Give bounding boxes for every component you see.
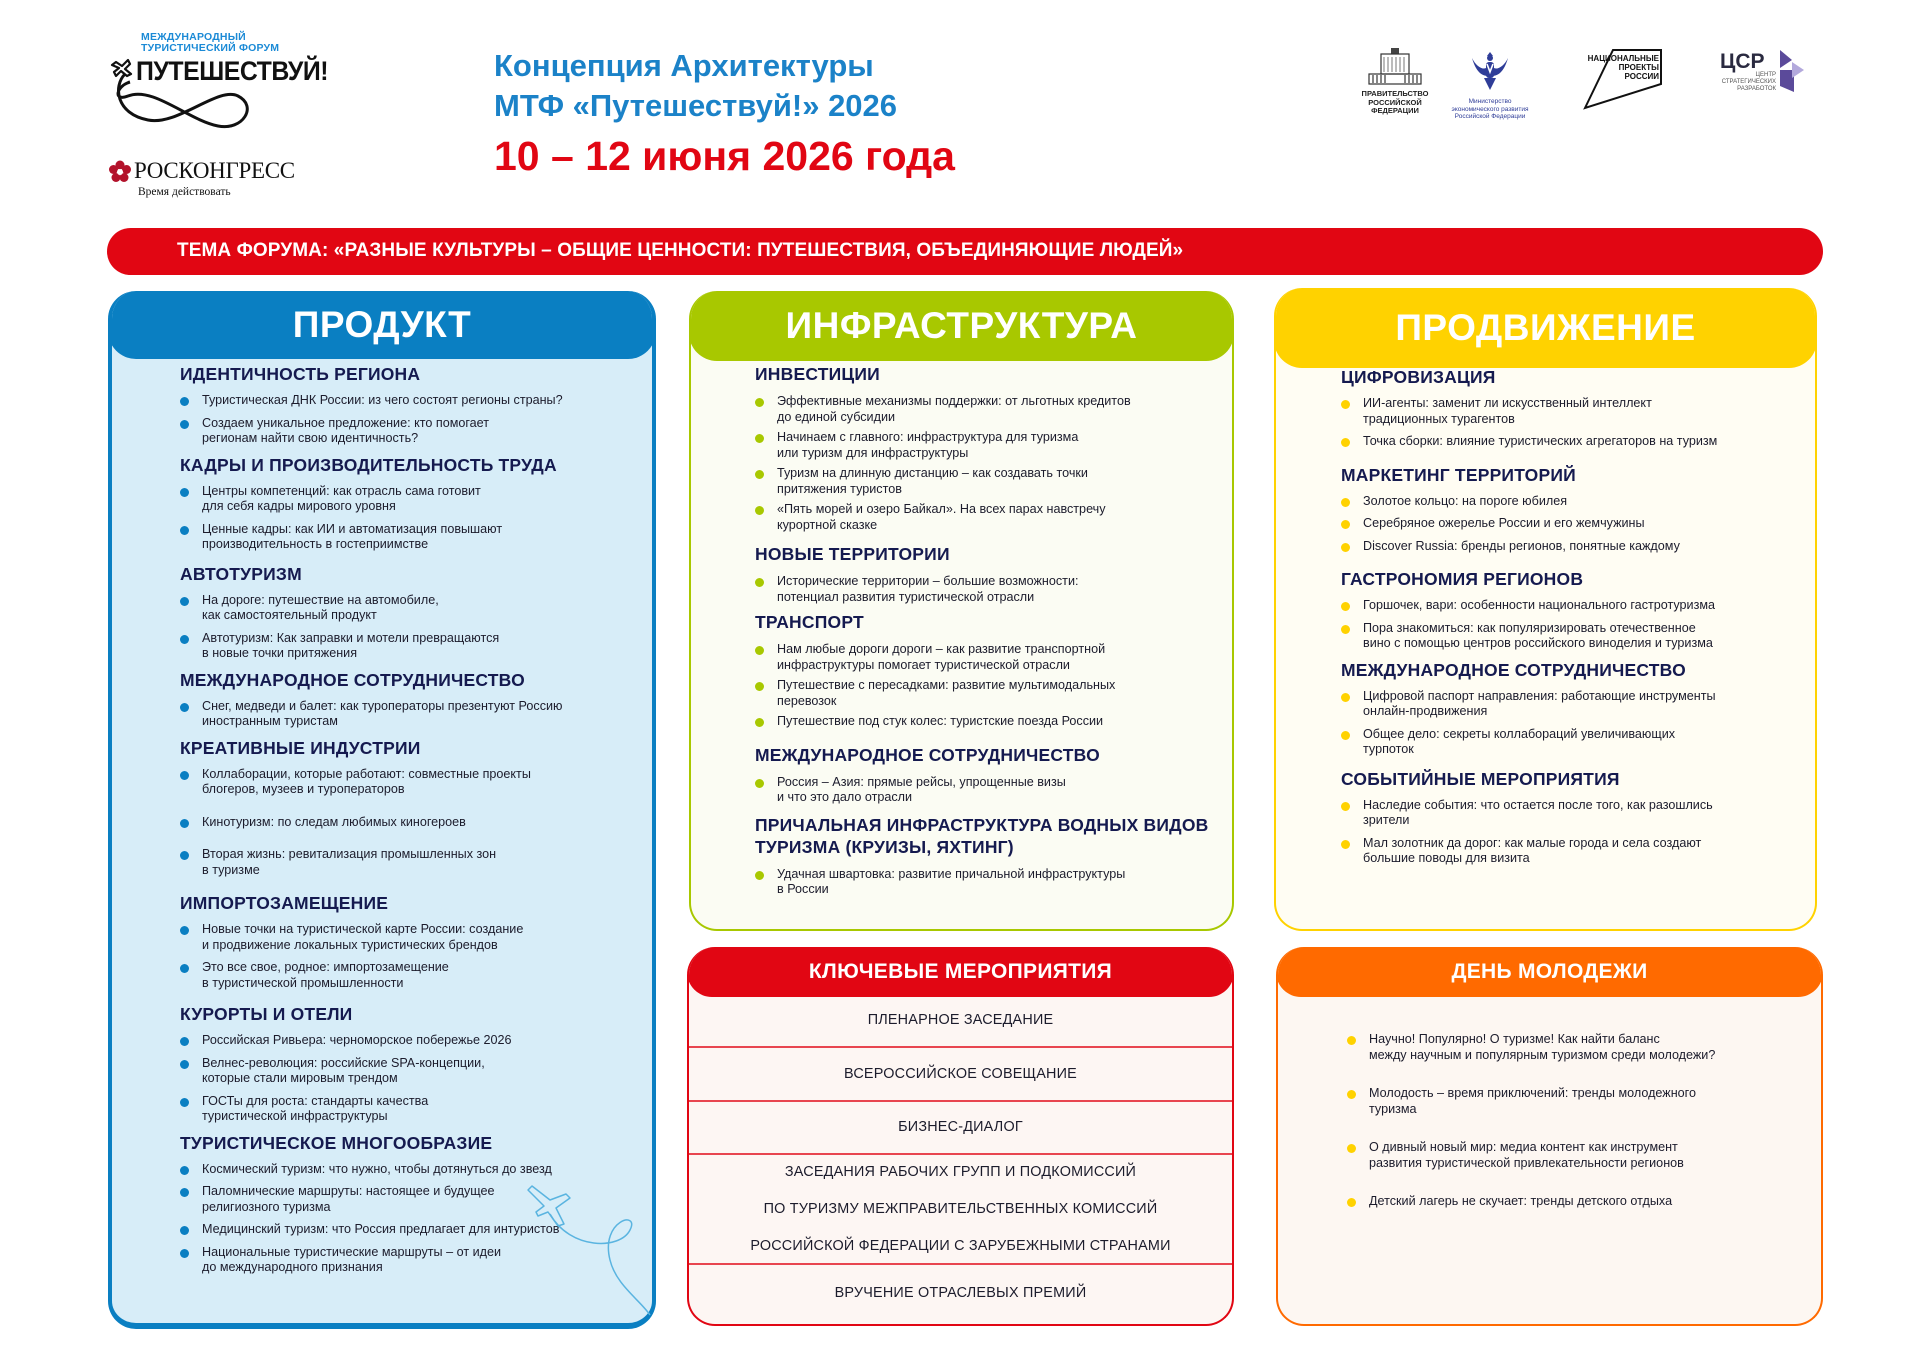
list-item-text: иностранным туристам [202,714,338,728]
list-item [1341,539,1801,555]
list-item-text: притяжения туристов [777,481,902,496]
bullet-dot-icon [1341,400,1350,409]
section-title: ИДЕНТИЧНОСТЬ РЕГИОНА [180,364,421,384]
list-item-text: блогеров, музеев и туроператоров [202,782,405,796]
section [180,892,634,991]
forum-logo-line2: ТУРИСТИЧЕСКИЙ ФОРУМ [141,42,280,54]
promotion-sections [1341,366,1801,874]
list-item-text: Российская Ривьера: черноморское побережье 2026 [202,1033,512,1047]
section-items [180,593,634,662]
promotion-column [1274,288,1817,931]
list-item [180,767,634,798]
list-item [1341,494,1801,510]
section [180,737,634,879]
bullet-dot-icon [755,682,764,691]
section [1341,568,1801,652]
list-item-text: Это все свое, родное: импортозамещение [202,960,449,974]
list-item [1341,689,1801,720]
key-events-list [687,995,1234,1322]
product-title: ПРОДУКТ [292,304,472,345]
list-item-text: инфраструктуры помогает туристической отрасли [777,657,1070,672]
list-item-text: Путешествие под стук колес: туристские поезда России [777,714,1104,728]
list-item [1341,598,1801,614]
government-logo-caption [1350,90,1440,116]
list-item-text: Начинаем с главного: инфраструктура для туризма [777,430,1079,444]
bullet-dot-icon [755,578,764,587]
youth-day-header [1276,947,1823,997]
infrastructure-column [689,291,1234,931]
bullet-dot-icon [1341,438,1350,447]
key-event-label: ПЛЕНАРНОЕ ЗАСЕДАНИЕ [867,1012,1054,1028]
list-item [1341,396,1801,427]
section [180,1003,634,1125]
list-item-text: Молодость – время приключений: тренды молодежного [1369,1086,1696,1100]
caption-line: Министерство [1468,98,1512,105]
list-item [755,642,1218,673]
ministry-logo-caption [1440,98,1540,121]
list-item [180,922,634,953]
list-item-text: Автотуризм: Как заправки и мотели превращаются [202,630,500,645]
section-items [180,1033,634,1125]
youth-day-list [1347,1032,1801,1210]
promotion-header [1274,288,1817,368]
page-title-line1: Концепция Архитектуры [494,48,874,83]
bullet-dot-icon [180,771,189,780]
list-item [755,867,1218,898]
bullet-dot-icon [1341,693,1350,702]
bullet-dot-icon [1347,1090,1356,1099]
bullet-dot-icon [1341,731,1350,740]
bullet-dot-icon [180,819,189,828]
key-event-label: РОССИЙСКОЙ ФЕДЕРАЦИИ С ЗАРУБЕЖНЫМИ СТРАНАМИ [750,1237,1171,1254]
section-title: ЦИФРОВИЗАЦИЯ [1341,367,1496,387]
bullet-dot-icon [180,926,189,935]
section-title: ИМПОРТОЗАМЕЩЕНИЕ [180,893,389,913]
list-item-text: Медицинский туризм: что Россия предлагает для интуристов [202,1222,560,1236]
product-sections [180,363,634,1283]
bullet-dot-icon [180,488,189,497]
roscongress-flower-icon [108,160,132,184]
list-item-text: в туризме [202,862,260,877]
section-items [180,699,634,730]
list-item-text: Туризм на длинную дистанцию – как создавать точки [777,466,1088,480]
list-item [180,1162,634,1178]
section-items [755,394,1218,533]
list-item [1341,798,1801,829]
bullet-dot-icon [180,1188,189,1197]
bullet-dot-icon [1347,1144,1356,1153]
list-item-text: турпоток [1363,742,1414,756]
section [755,814,1218,898]
section-title: НОВЫЕ ТЕРРИТОРИИ [755,544,950,564]
section [755,611,1218,730]
list-item [755,775,1218,806]
key-event-label: БИЗНЕС-ДИАЛОГ [898,1119,1023,1135]
list-item [180,1056,634,1087]
list-item [1347,1194,1801,1210]
bullet-dot-icon [755,646,764,655]
section [1341,464,1801,555]
list-item-text: Паломнические маршруты: настоящее и будущее [202,1184,495,1198]
forum-theme-text: ТЕМА ФОРУМА: «РАЗНЫЕ КУЛЬТУРЫ – ОБЩИЕ ЦЕННОСТИ: ПУТЕШЕСТВИЯ, ОБЪЕДИНЯЮЩИЕ ЛЮДЕЙ» [177,240,1184,261]
list-item-text: Ценные кадры: как ИИ и автоматизация повышают [202,521,503,536]
list-item-text: большие поводы для визита [1363,851,1530,865]
list-item [755,394,1218,425]
list-item-text: Кинотуризм: по следам любимых киногероев [202,814,466,829]
section-items [1341,798,1801,867]
list-item-text: Нам любые дороги дороги – как развитие транспортной [777,642,1106,656]
bullet-dot-icon [1347,1198,1356,1207]
bullet-dot-icon [180,526,189,535]
list-item-text: религиозного туризма [202,1199,331,1214]
svg-text:ЦЕНТР: ЦЕНТР [1755,72,1776,78]
list-item-text: Туристическая ДНК России: из чего состоят регионы страны? [202,393,563,407]
list-item-text: между научным и популярным туризмом среди молодежи? [1369,1047,1716,1062]
caption-line: экономического развития [1451,105,1529,113]
bullet-dot-icon [1341,625,1350,634]
bullet-dot-icon [1341,543,1350,552]
section-items [1341,689,1801,758]
bullet-dot-icon [180,964,189,973]
section-title: МАРКЕТИНГ ТЕРРИТОРИЙ [1341,464,1576,485]
key-event-label: ПО ТУРИЗМУ МЕЖПРАВИТЕЛЬСТВЕННЫХ КОМИССИЙ [763,1200,1158,1217]
list-item-text: до единой субсидии [777,409,896,424]
list-item [180,522,634,553]
bullet-dot-icon [180,1060,189,1069]
roscongress-tagline: Время действовать [138,186,231,198]
infrastructure-sections [755,363,1218,903]
bullet-dot-icon [755,779,764,788]
double-eagle-icon [1468,46,1512,94]
section-title: КУРОРТЫ И ОТЕЛИ [180,1004,353,1024]
section-items [180,393,634,447]
key-events-title: КЛЮЧЕВЫЕ МЕРОПРИЯТИЯ [808,960,1113,983]
list-item-text: ИИ-агенты: заменит ли искусственный интеллект [1363,396,1652,410]
section [755,543,1218,605]
key-event-row [687,1048,1234,1102]
list-item [1341,516,1801,532]
ministry-logo [1440,46,1540,121]
bullet-dot-icon [180,597,189,606]
section [180,669,634,730]
section-items [1341,598,1801,652]
forum-logo-line1: МЕЖДУНАРОДНЫЙ [141,31,246,43]
key-event-row [687,995,1234,1048]
list-item [180,631,634,662]
bullet-dot-icon [1347,1036,1356,1045]
bullet-dot-icon [180,420,189,429]
list-item-text: как самостоятельный продукт [202,608,377,622]
section-title: КАДРЫ И ПРОИЗВОДИТЕЛЬНОСТЬ ТРУДА [180,454,557,475]
list-item-text: Эффективные механизмы поддержки: от льготных кредитов [777,394,1131,408]
list-item-text: Детский лагерь не скучает: тренды детского отдыха [1369,1194,1673,1208]
list-item-text: или туризм для инфраструктуры [777,445,969,460]
list-item-text: туристической инфраструктуры [202,1109,388,1123]
list-item [180,1094,634,1125]
list-item-text: регионам найти свою идентичность? [202,431,419,445]
list-item [1347,1032,1801,1063]
list-item-text: На дороге: путешествие на автомобиле, [202,592,439,607]
key-events-panel [687,947,1234,1326]
caption-line: ПРАВИТЕЛЬСТВО [1361,89,1429,98]
list-item-text: Исторические территории – большие возможности: [777,574,1079,588]
list-item [1341,727,1801,758]
svg-text:РОССИИ: РОССИИ [1624,72,1659,81]
section-title: ТУРИСТИЧЕСКОЕ МНОГООБРАЗИЕ [180,1132,493,1153]
youth-day-panel [1276,947,1823,1326]
section [1341,659,1801,758]
list-item [1341,836,1801,867]
list-item [180,847,634,878]
section [755,744,1218,806]
list-item-text: Пора знакомиться: как популяризировать отечественное [1363,620,1696,635]
list-item [755,466,1218,497]
key-event-label: ВРУЧЕНИЕ ОТРАСЛЕВЫХ ПРЕМИЙ [834,1285,1087,1301]
list-item [755,502,1218,533]
list-item [180,1033,634,1049]
section-items [180,767,634,879]
section-title: МЕЖДУНАРОДНОЕ СОТРУДНИЧЕСТВО [1341,659,1686,680]
list-item-text: традиционных турагентов [1363,411,1515,426]
list-item-text: зрители [1363,813,1410,827]
bullet-dot-icon [180,1249,189,1258]
bullet-dot-icon [180,1098,189,1107]
list-item-text: до международного признания [202,1260,383,1274]
forum-logo-wordmark: ПУТЕШЕСТВУЙ! [136,56,329,86]
youth-day-items [1347,1032,1801,1233]
key-event-row [687,1265,1234,1322]
section-items [755,775,1218,806]
list-item-text: в туристической промышленности [202,975,404,990]
bullet-dot-icon [180,1166,189,1175]
svg-text:РАЗРАБОТОК: РАЗРАБОТОК [1737,86,1776,92]
section [180,454,634,553]
list-item-text: вино с помощью центров российского виноделия и туризма [1363,636,1713,650]
list-item-text: и что это дало отрасли [777,790,913,804]
svg-text:ПРОЕКТЫ: ПРОЕКТЫ [1618,63,1659,72]
bullet-dot-icon [1341,840,1350,849]
list-item [180,699,634,730]
bullet-dot-icon [1341,520,1350,529]
list-item-text: которые стали мировым трендом [202,1071,398,1085]
bullet-dot-icon [180,703,189,712]
list-item-text: Национальные туристические маршруты – от идеи [202,1244,502,1259]
bullet-dot-icon [180,635,189,644]
key-event-row [687,1155,1234,1265]
csr-logo-mark [1718,46,1828,96]
section-items [1341,494,1801,555]
bullet-dot-icon [1341,802,1350,811]
list-item-text: Путешествие с пересадками: развитие мультимодальных [777,678,1116,692]
list-item-text: Горшочек, вари: особенности национального гастротуризма [1363,598,1716,612]
list-item-text: Удачная швартовка: развитие причальной инфраструктуры [777,866,1126,881]
list-item-text: Общее дело: секреты коллабораций увеличивающих [1363,726,1676,741]
list-item-text: Космический туризм: что нужно, чтобы дотянуться до звезд [202,1161,552,1176]
page-title-line2: МТФ «Путешествуй!» 2026 [494,88,898,123]
section-items [755,867,1218,898]
section-items [755,574,1218,605]
section [180,363,634,447]
list-item-text: Наследие события: что остается после того, как разошлись [1363,797,1713,812]
list-item [180,593,634,624]
event-date: 10 – 12 июня 2026 года [494,133,955,179]
infrastructure-header [689,291,1234,361]
svg-text:СТРАТЕГИЧЕСКИХ: СТРАТЕГИЧЕСКИХ [1721,79,1776,85]
list-item [180,416,634,447]
key-event-row [687,1102,1234,1155]
section-title: ИНВЕСТИЦИИ [755,364,880,384]
product-header [108,291,656,359]
list-item [180,815,634,831]
section-title: АВТОТУРИЗМ [180,563,302,584]
bullet-dot-icon [1341,602,1350,611]
list-item-text: «Пять морей и озеро Байкал». На всех парах навстречу [777,502,1106,516]
list-item-text: Научно! Популярно! О туризме! Как найти баланс [1369,1032,1660,1046]
plane-trail-icon [520,1180,660,1320]
list-item-text: в России [777,882,829,896]
list-item [755,430,1218,461]
csr-logo [1718,46,1828,100]
list-item-text: производительность в гостеприимстве [202,537,429,551]
caption-line: РОССИЙСКОЙ [1368,97,1422,107]
bullet-dot-icon [1341,498,1350,507]
section-items [180,484,634,553]
list-item-text: онлайн-продвижения [1363,704,1488,718]
list-item [1347,1140,1801,1171]
list-item-text: ГОСТы для роста: стандарты качества [202,1093,429,1108]
caption-line: Российской Федерации [1454,113,1526,120]
section-title: ГАСТРОНОМИЯ РЕГИОНОВ [1341,569,1584,589]
forum-theme-banner [107,228,1823,275]
list-item-text: и продвижение локальных туристических брендов [202,937,498,952]
promotion-title: ПРОДВИЖЕНИЕ [1395,307,1696,348]
list-item-text: Велнес-революция: российские SPA-концепции, [202,1055,485,1070]
national-projects-shape-icon [1583,46,1663,110]
list-item [1341,434,1801,450]
section-items [180,922,634,991]
bullet-dot-icon [180,1037,189,1046]
section [755,363,1218,533]
bullet-dot-icon [755,718,764,727]
list-item-text: для себя кадры мирового уровня [202,499,396,513]
section-title: СОБЫТИЙНЫЕ МЕРОПРИЯТИЯ [1341,768,1620,789]
list-item-text: курортной сказке [777,517,878,532]
government-logo [1350,46,1440,116]
key-event-label: ВСЕРОССИЙСКОЕ СОВЕЩАНИЕ [844,1065,1077,1082]
svg-text:НАЦИОНАЛЬНЫЕ: НАЦИОНАЛЬНЫЕ [1587,54,1659,63]
list-item-text: Точка сборки: влияние туристических агрегаторов на туризм [1363,434,1718,448]
list-item-text: О дивный новый мир: медиа контент как инструмент [1369,1140,1678,1154]
list-item-text: развития туристической привлекательности регионов [1369,1155,1684,1170]
list-item-text: потенциал развития туристической отрасли [777,589,1035,604]
list-item-text: Discover Russia: бренды регионов, понятные каждому [1363,538,1680,553]
infrastructure-title: ИНФРАСТРУКТУРА [785,305,1138,346]
bullet-dot-icon [755,470,764,479]
section-title: КРЕАТИВНЫЕ ИНДУСТРИИ [180,737,421,758]
section-title: МЕЖДУНАРОДНОЕ СОТРУДНИЧЕСТВО [755,744,1100,765]
bullet-dot-icon [755,434,764,443]
list-item [180,484,634,515]
list-item [180,393,634,409]
list-item-text: Создаем уникальное предложение: кто помогает [202,415,490,430]
list-item [755,714,1218,730]
section-items [1341,396,1801,450]
list-item-text: Снег, медведи и балет: как туроператоры презентуют Россию [202,698,563,713]
bullet-dot-icon [755,398,764,407]
list-item-text: Цифровой паспорт направления: работающие инструменты [1363,688,1716,703]
section [180,563,634,662]
list-item [1347,1086,1801,1117]
key-event-label: ЗАСЕДАНИЯ РАБОЧИХ ГРУПП И ПОДКОМИССИЙ [784,1163,1137,1180]
forum-logo-superscript [141,32,279,54]
list-item-text: Мал золотник да дорог: как малые города и села создают [1363,835,1702,850]
bullet-dot-icon [755,871,764,880]
section-title: ТРАНСПОРТ [755,612,864,632]
list-item [1341,621,1801,652]
page-title-block [494,46,955,180]
national-projects-logo [1583,46,1663,114]
list-item-text: Центры компетенций: как отрасль сама готовит [202,483,481,498]
section [1341,366,1801,450]
list-item [755,678,1218,709]
list-item-text: туризма [1369,1101,1417,1116]
list-item-text: перевозок [777,693,837,708]
youth-day-title: ДЕНЬ МОЛОДЕЖИ [1451,960,1648,983]
bullet-dot-icon [180,851,189,860]
partner-logos [1340,46,1840,126]
list-item [180,960,634,991]
bullet-dot-icon [755,506,764,515]
svg-text:ЦСР: ЦСР [1720,50,1765,73]
bullet-dot-icon [180,397,189,406]
list-item-text: Серебряное ожерелье России и его жемчужины [1363,516,1645,530]
list-item-text: Россия – Азия: прямые рейсы, упрощенные визы [777,774,1066,789]
roscongress-name: РОСКОНГРЕСС [134,158,295,183]
list-item-text: Вторая жизнь: ревитализация промышленных зон [202,847,497,861]
bullet-dot-icon [180,1226,189,1235]
caption-line: ФЕДЕРАЦИИ [1371,106,1419,115]
key-events-header [687,947,1234,997]
list-item-text: Золотое кольцо: на пороге юбилея [1363,493,1568,508]
list-item-text: в новые точки притяжения [202,646,358,660]
product-column [108,291,656,1329]
list-item [755,574,1218,605]
list-item-text: Новые точки на туристической карте России: создание [202,922,524,936]
section-title: ПРИЧАЛЬНАЯ ИНФРАСТРУКТУРА ВОДНЫХ ВИДОВ ТУРИЗМА (КРУИЗЫ, ЯХТИНГ) [755,814,1209,857]
section [1341,768,1801,867]
section-items [755,642,1218,730]
list-item-text: Коллаборации, которые работают: совместные проекты [202,766,531,781]
forum-logo [108,30,378,135]
government-building-icon [1367,46,1423,86]
section-title: МЕЖДУНАРОДНОЕ СОТРУДНИЧЕСТВО [180,669,525,690]
